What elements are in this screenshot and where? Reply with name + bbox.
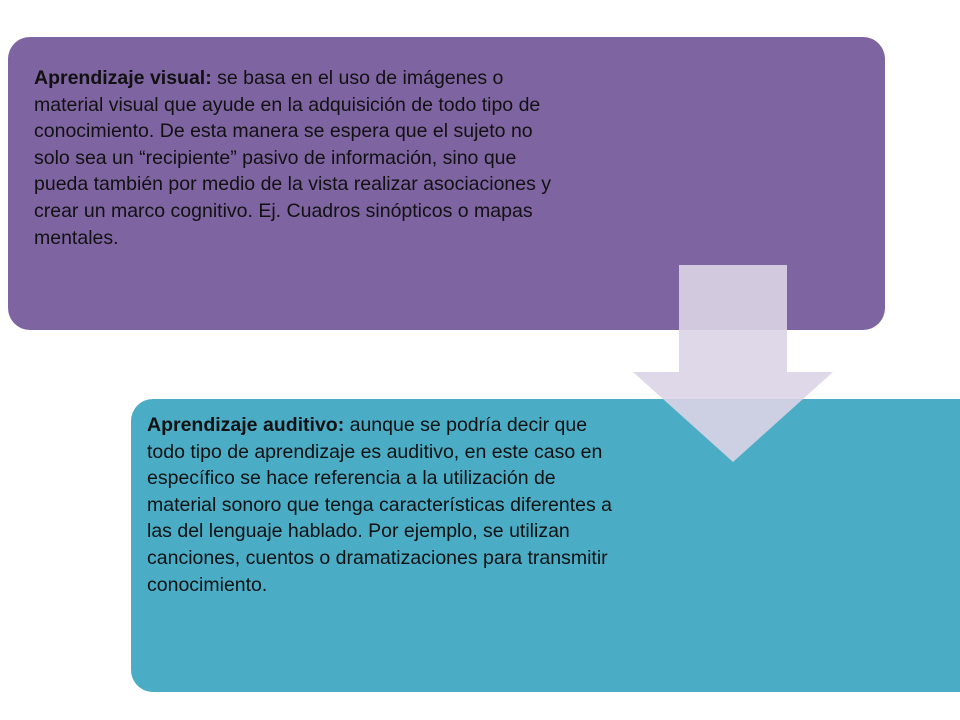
auditory-learning-description: aunque se podría decir que todo tipo de aprendizaje es auditivo, en este caso en específico se hace referencia a la utilización de material sonoro que tenga características diferentes a las del lenguaje hablado. Por ejemplo, se utilizan canciones, cuentos o dramatizaciones para transmitir conocimiento.: [147, 414, 613, 596]
down-arrow-shape: [633, 265, 833, 462]
visual-learning-description: se basa en el uso de imágenes o material visual que ayude en la adquisición de todo tipo de conocimiento. De esta manera se espera que el sujeto no solo sea un “recipiente” pasivo de información, sino que pueda también por medio de la vista realizar asociaciones y crear un marco cognitivo. Ej. Cuadros sinópticos o mapas mentales.: [34, 67, 552, 249]
auditory-learning-term: Aprendizaje auditivo:: [147, 414, 345, 436]
visual-learning-term: Aprendizaje visual:: [34, 67, 212, 89]
auditory-learning-text: [147, 412, 617, 598]
auditory-learning-block: [131, 399, 960, 692]
down-arrow-icon: [633, 265, 833, 462]
visual-learning-text: [34, 65, 564, 251]
